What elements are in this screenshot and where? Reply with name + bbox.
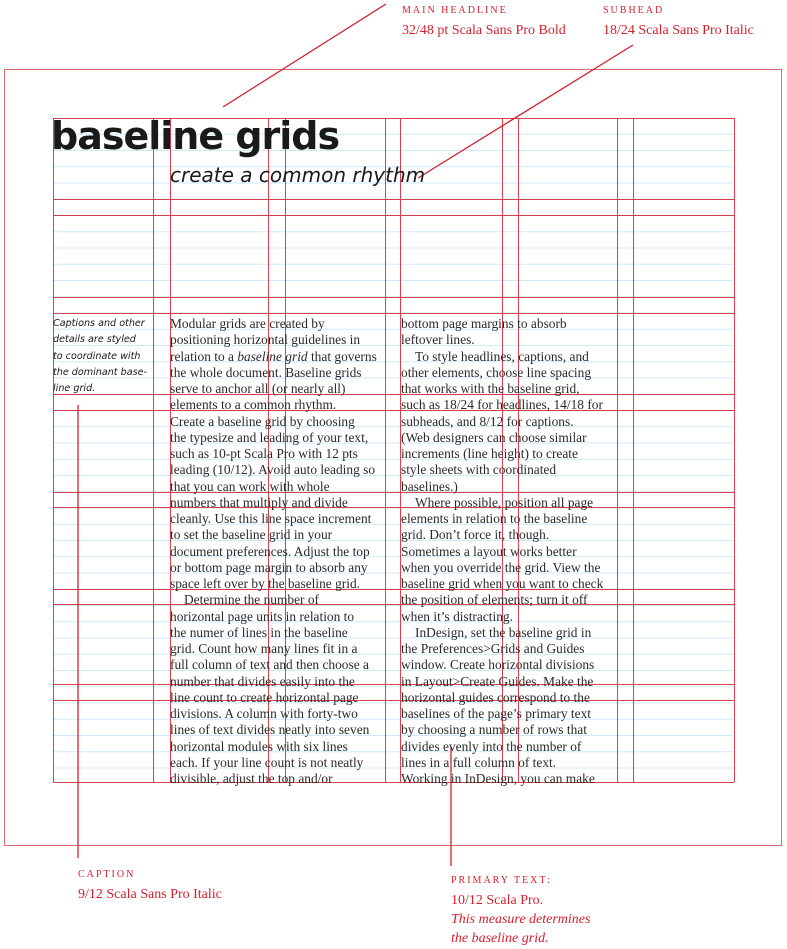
subhead-spec: 18/24 Scala Sans Pro Italic (603, 23, 754, 38)
caption-line: details are styled (53, 334, 136, 346)
text-line: space left over by the baseline grid. (170, 576, 360, 591)
caption-annotation (78, 869, 222, 904)
text-line: cleanly. Use this line space increment (170, 511, 372, 526)
text-line: baseline grid when you want to check (401, 576, 604, 591)
text-line: Where possible, position all page (415, 494, 594, 510)
main-headline-annotation (402, 5, 566, 40)
text-line: elements in relation to the baseline (401, 511, 588, 526)
text-line: the numer of lines in the baseline (170, 624, 348, 640)
primary-text-spec: 10/12 Scala Pro. (451, 893, 544, 908)
text-line: baselines.) (401, 478, 458, 494)
baseline-grid (53, 134, 734, 768)
text-line: full column of text and then choose a (170, 657, 369, 673)
text-line: each. If your line count is not neatly (170, 754, 364, 770)
subhead-label: SUBHEAD (603, 5, 665, 16)
text-line: relation to a baseline grid that governs (170, 348, 377, 364)
subhead-annotation (603, 5, 754, 40)
primary-text-note-1: This measure determines (451, 912, 591, 927)
text-line: To style headlines, captions, and (415, 348, 589, 364)
text-line: horizontal modules with six lines (170, 738, 348, 754)
caption-text (53, 316, 147, 397)
text-line: positioning horizontal guidelines in (170, 332, 361, 348)
text-line: document preferences. Adjust the top (170, 543, 370, 559)
caption-line: line grid. (53, 383, 96, 394)
text-line: bottom page margins to absorb (401, 316, 567, 331)
text-line: Modular grids are created by (170, 316, 325, 331)
text-line: grid. Don’t force it, though. (401, 527, 550, 543)
text-line: lines in a full column of text. (401, 754, 557, 770)
text-line: horizontal guides correspond to the (401, 689, 590, 705)
primary-text-annotation (451, 875, 590, 948)
main-headline-spec: 32/48 pt Scala Sans Pro Bold (402, 23, 566, 38)
caption-line: to coordinate with (53, 350, 141, 362)
caption-line: Captions and other (53, 318, 145, 329)
text-line: (Web designers can choose similar (401, 429, 587, 445)
text-line: the typesize and leading of your text, (170, 429, 369, 445)
text-line: the whole document. Baseline grids (170, 364, 362, 380)
text-line: subheads, and 8/12 for captions. (401, 413, 574, 429)
text-line: Working in InDesign, you can make (401, 771, 595, 786)
caption-label: CAPTION (78, 869, 136, 880)
text-line: Determine the number of (184, 592, 319, 608)
text-line: the Preferences>Grids and Guides (401, 641, 585, 656)
text-line: by choosing a number of rows that (401, 722, 587, 738)
subhead-leader-line (418, 45, 633, 178)
text-line: such as 10-pt Scala Pro with 12 pts (170, 446, 358, 461)
text-line: horizontal page units in relation to (170, 608, 355, 624)
page-headline: baseline grids (51, 114, 340, 158)
text-line: in Layout>Create Guides. Make the (401, 673, 594, 689)
text-line: Create a baseline grid by choosing (170, 413, 355, 429)
text-line: line count to create horizontal page (170, 689, 359, 705)
caption-line: the dominant base- (53, 366, 147, 378)
text-line: that works with the baseline grid, (401, 381, 580, 396)
text-line: such as 18/24 for headlines, 14/18 for (401, 397, 603, 413)
text-line: number that divides easily into the (170, 673, 355, 689)
text-line: serve to anchor all (or nearly all) (170, 381, 346, 396)
text-line: window. Create horizontal divisions (401, 657, 595, 673)
text-line: the position of elements; turn it off (401, 592, 588, 608)
text-line: increments (line height) to create (401, 446, 578, 461)
text-line: grid. Count how many lines fit in a (170, 641, 358, 656)
primary-text-label: PRIMARY TEXT: (451, 875, 552, 886)
primary-text-note-2: the baseline grid. (451, 931, 549, 946)
text-line: that you can work with whole (170, 478, 330, 494)
text-line: style sheets with coordinated (401, 462, 557, 478)
text-line: when it’s distracting. (401, 608, 513, 624)
text-line: leftover lines. (401, 332, 475, 348)
text-line: lines of text divides neatly into seven (170, 722, 370, 738)
text-line: other elements, choose line spacing (401, 364, 592, 380)
text-line: to set the baseline grid in your (170, 527, 333, 543)
text-line: or bottom page margin to absorb any (170, 559, 368, 575)
page-subhead: create a common rhythm (170, 163, 426, 187)
text-line: leading (10/12). Avoid auto leading so (170, 462, 376, 478)
emphasis: baseline grid (237, 348, 308, 364)
text-line: numbers that multiply and divide (170, 494, 348, 510)
text-line: InDesign, set the baseline grid in (415, 624, 592, 640)
headline-leader-line (223, 4, 386, 107)
caption-spec: 9/12 Scala Sans Pro Italic (78, 887, 222, 902)
text-line: divisible, adjust the top and/or (170, 771, 333, 786)
main-headline-label: MAIN HEADLINE (402, 5, 508, 16)
text-column-2 (401, 316, 603, 787)
text-line: baselines of the page’s primary text (401, 706, 592, 721)
text-line: Sometimes a layout works better (401, 543, 577, 559)
text-column-1 (170, 316, 377, 787)
text-line: divides evenly into the number of (401, 738, 582, 754)
text-line: divisions. A column with forty-two (170, 706, 358, 721)
text-line: elements to a common rhythm. (170, 397, 337, 413)
text-line: when you override the grid. View the (401, 559, 601, 575)
module-grid (53, 118, 735, 783)
